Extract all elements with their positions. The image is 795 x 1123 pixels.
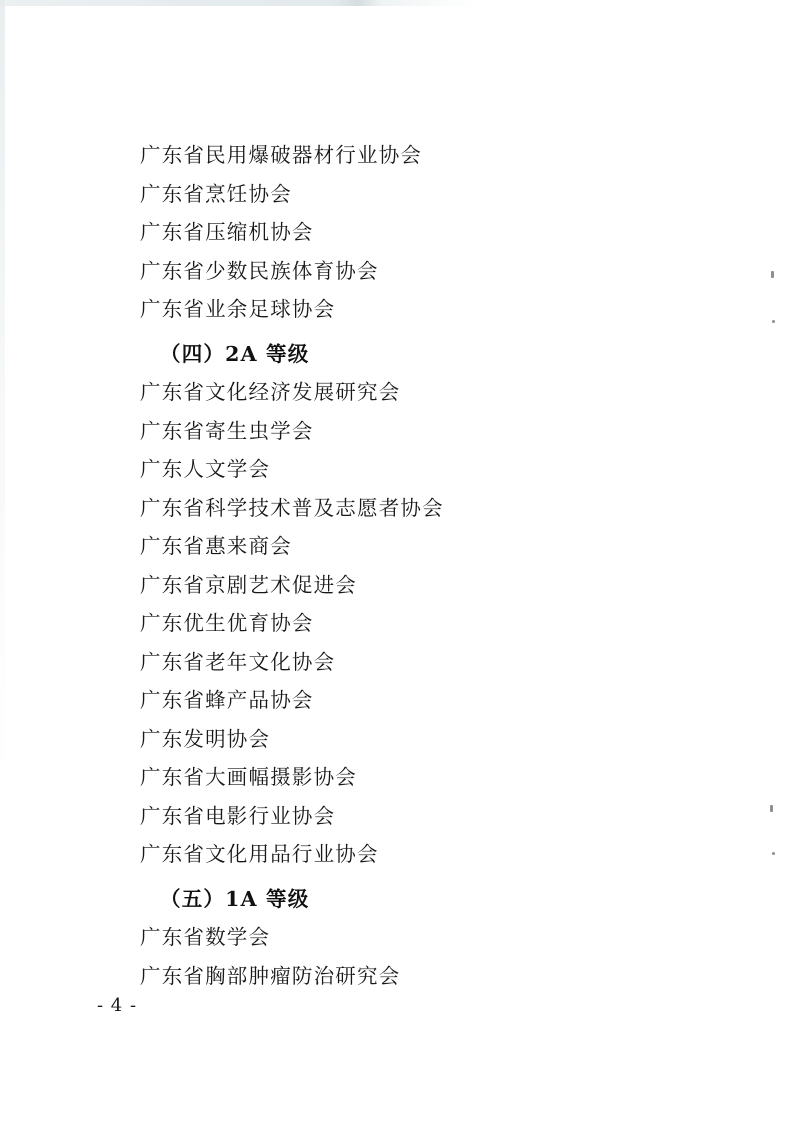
list-item: 广东省文化用品行业协会 [140, 842, 379, 866]
list-item: 广东省业余足球协会 [140, 297, 336, 321]
list-item: 广东省寄生虫学会 [140, 418, 314, 443]
list-item: 广东省大画幅摄影协会 [140, 765, 357, 789]
scan-speckle [772, 320, 775, 323]
list-item: 广东省惠来商会 [140, 534, 292, 558]
list-item: 广东省电影行业协会 [140, 803, 336, 828]
list-item: 广东人文学会 [140, 457, 271, 481]
list-item: 广东省蜂产品协会 [140, 688, 314, 712]
list-group-3 [140, 918, 660, 995]
scan-edge-left [0, 0, 5, 1123]
list-group-1 [140, 136, 660, 329]
list-item: 广东省烹饪协会 [140, 181, 292, 206]
page-number: - 4 - [97, 995, 138, 1016]
section-heading-1a: （五）1A 等级 [160, 886, 310, 911]
list-item: 广东省少数民族体育协会 [140, 258, 379, 283]
scan-edge-top [0, 0, 795, 6]
list-item: 广东省胸部肿瘤防治研究会 [140, 963, 401, 988]
list-group-2 [140, 373, 660, 874]
list-item: 广东发明协会 [140, 726, 271, 751]
scan-speckle [770, 805, 773, 812]
list-item: 广东省文化经济发展研究会 [140, 380, 401, 404]
list-item: 广东省科学技术普及志愿者协会 [140, 495, 444, 520]
list-item: 广东省压缩机协会 [140, 220, 314, 244]
list-item: 广东优生优育协会 [140, 611, 314, 635]
scan-speckle [771, 271, 774, 278]
list-item: 广东省数学会 [140, 925, 271, 949]
list-item: 广东省老年文化协会 [140, 649, 336, 674]
scan-speckle [772, 852, 775, 855]
document-body [140, 136, 660, 995]
list-item: 广东省民用爆破器材行业协会 [140, 143, 423, 167]
list-item: 广东省京剧艺术促进会 [140, 572, 357, 597]
section-heading-2a: （四）2A 等级 [160, 341, 310, 366]
